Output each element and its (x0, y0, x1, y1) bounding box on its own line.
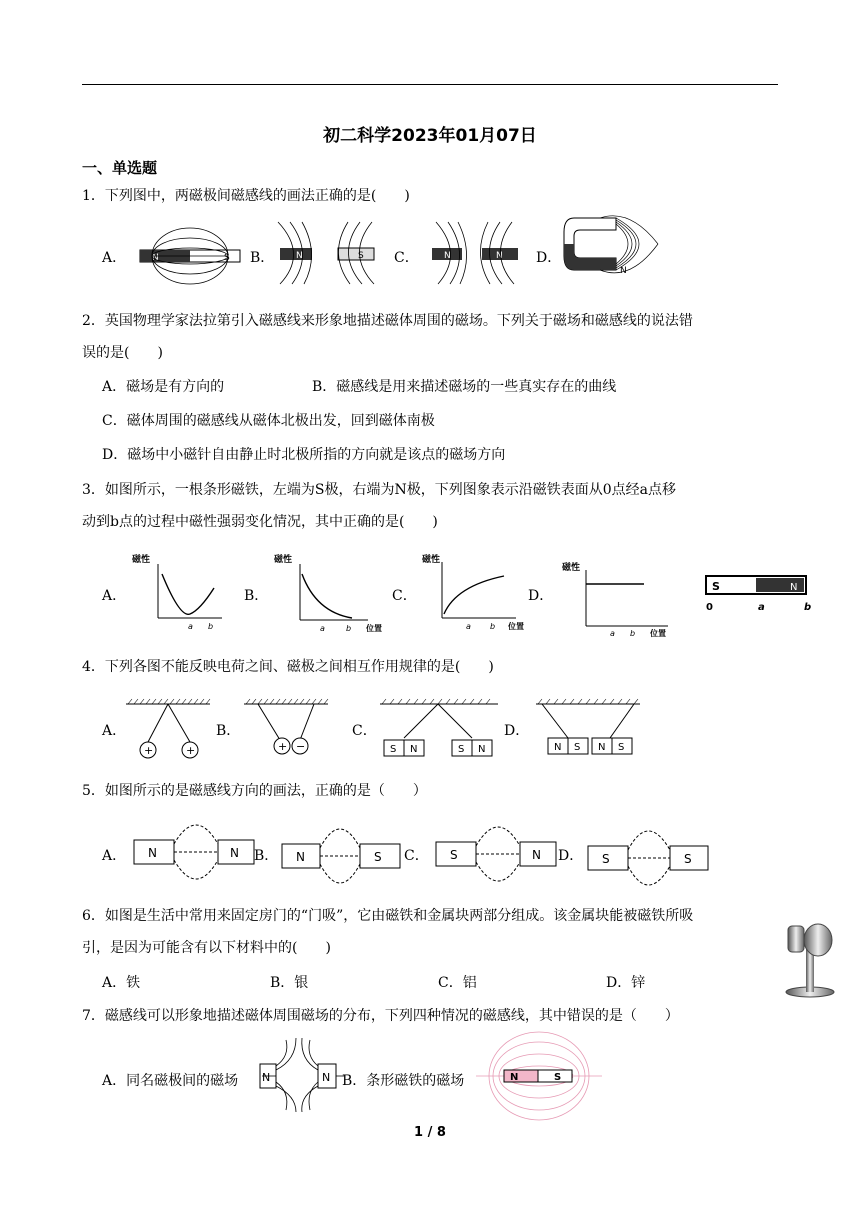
svg-text:+: + (278, 740, 288, 753)
door-stopper-image (778, 918, 838, 998)
q1-figure-d (560, 212, 664, 282)
q3-option-c-label: C． (392, 588, 417, 604)
q3-option-a-label: A． (102, 588, 127, 604)
svg-text:a: a (466, 622, 471, 630)
svg-text:位置: 位置 (650, 629, 666, 638)
q6-option-d: D．锌 (606, 975, 646, 991)
svg-text:b: b (490, 622, 496, 630)
q4-option-b-label: B． (216, 723, 241, 739)
svg-text:N: N (296, 850, 305, 864)
question-2-stem-line1: 2．英国物理学家法拉第引入磁感线来形象地描述磁体周围的磁场。下列关于磁场和磁感线的说法错 (82, 313, 693, 329)
svg-text:S: S (574, 742, 581, 753)
q5-figure-a (130, 812, 260, 890)
question-7-stem: 7．磁感线可以形象地描述磁体周围磁场的分布，下列四种情况的磁感线，其中错误的是（ ） (82, 1008, 679, 1024)
svg-text:S: S (458, 744, 465, 755)
q4-figure-c (372, 694, 502, 762)
svg-text:b: b (804, 602, 812, 613)
q1-figure-a (120, 222, 252, 290)
page-number: 1 / 8 (414, 1125, 446, 1140)
question-6-stem-line1: 6．如图是生活中常用来固定房门的“门吸”，它由磁铁和金属块两部分组成。该金属块能被磁铁所吸 (82, 908, 694, 924)
svg-text:N: N (230, 846, 239, 860)
svg-text:S: S (390, 744, 397, 755)
q3-graph-b (272, 552, 392, 632)
svg-text:+: + (144, 744, 154, 757)
svg-text:磁性: 磁性 (422, 555, 441, 565)
svg-text:N: N (262, 1071, 271, 1084)
svg-text:磁性: 磁性 (274, 555, 293, 565)
q6-option-c: C．铝 (438, 975, 477, 991)
q1-figure-c (412, 218, 532, 286)
q4-figure-a (120, 694, 216, 762)
q5-option-c-label: C． (404, 848, 429, 864)
svg-text:磁性: 磁性 (132, 555, 151, 565)
svg-text:b: b (346, 624, 352, 632)
svg-text:S: S (358, 251, 364, 261)
q4-option-c-label: C． (352, 723, 377, 739)
svg-text:a: a (610, 629, 615, 638)
q5-figure-d (586, 812, 712, 890)
q5-figure-b (280, 812, 404, 890)
svg-text:N: N (148, 846, 157, 860)
q4-figure-d (530, 694, 644, 762)
q3-bar-magnet (702, 572, 814, 616)
svg-text:N: N (620, 266, 627, 276)
svg-text:S: S (602, 852, 610, 866)
q2-option-c: C．磁体周围的磁感线从磁体北极出发，回到磁体南极 (102, 413, 435, 429)
q2-option-b: B．磁感线是用来描述磁场的一些真实存在的曲线 (312, 379, 617, 395)
svg-text:N: N (322, 1071, 331, 1084)
q2-option-a: A．磁场是有方向的 (102, 379, 225, 395)
svg-text:N: N (296, 251, 303, 261)
q5-option-d-label: D． (558, 848, 584, 864)
q7-option-a: A．同名磁极间的磁场 (102, 1073, 239, 1089)
q1-option-d-label: D． (536, 250, 562, 266)
q5-option-a-label: A． (102, 848, 127, 864)
svg-text:N: N (496, 251, 503, 261)
q3-graph-d (556, 556, 680, 638)
q6-option-b: B．银 (270, 975, 309, 991)
question-3-stem-line1: 3．如图所示，一根条形磁铁，左端为S极，右端为N极，下列图象表示沿磁铁表面从0点经a点移 (82, 482, 676, 498)
svg-text:N: N (410, 744, 418, 755)
question-2-stem-line2: 误的是( ) (82, 345, 163, 361)
q6-option-a: A．铁 (102, 975, 141, 991)
q4-figure-b (238, 694, 334, 762)
q1-a-pole-n: N (152, 253, 159, 263)
q7-figure-a (256, 1036, 346, 1112)
svg-text:N: N (510, 1072, 519, 1083)
q7-figure-b (474, 1030, 604, 1122)
q7-option-b: B．条形磁铁的磁场 (342, 1073, 465, 1089)
svg-text:S: S (618, 742, 625, 753)
q3-graph-a (130, 552, 230, 632)
q3-graph-c (420, 550, 530, 630)
svg-text:+: + (186, 744, 196, 757)
svg-text:S: S (374, 850, 382, 864)
question-5-stem: 5．如图所示的是磁感线方向的画法，正确的是（ ） (82, 783, 427, 799)
svg-text:N: N (444, 251, 451, 261)
svg-text:S: S (712, 580, 720, 593)
q1-option-a-label: A． (102, 250, 127, 266)
q1-figure-b (268, 218, 388, 286)
svg-text:S: S (554, 1072, 562, 1083)
svg-text:位置: 位置 (508, 622, 524, 630)
page-title: 初二科学2023年01月07日 (323, 126, 537, 146)
svg-text:S: S (450, 848, 458, 862)
q3-option-d-label: D． (528, 588, 554, 604)
q1-option-b-label: B． (250, 250, 275, 266)
svg-text:N: N (532, 848, 541, 862)
q4-option-d-label: D． (504, 723, 530, 739)
q5-option-b-label: B． (254, 848, 279, 864)
section-heading: 一、单选题 (82, 159, 158, 177)
question-3-stem-line2: 动到b点的过程中磁性强弱变化情况，其中正确的是( ) (82, 514, 438, 530)
q2-option-d: D．磁场中小磁针自由静止时北极所指的方向就是该点的磁场方向 (102, 447, 506, 463)
svg-text:磁性: 磁性 (562, 563, 581, 573)
svg-text:S: S (684, 852, 692, 866)
svg-text:a: a (758, 602, 765, 613)
q4-option-a-label: A． (102, 723, 127, 739)
question-1-stem: 1．下列图中，两磁极间磁感线的画法正确的是( ) (82, 188, 410, 204)
svg-text:N: N (478, 744, 486, 755)
svg-text:N: N (554, 742, 562, 753)
svg-text:N: N (790, 582, 798, 593)
svg-text:−: − (296, 740, 306, 753)
header-rule (82, 84, 778, 85)
q1-option-c-label: C． (394, 250, 419, 266)
svg-text:b: b (630, 629, 636, 638)
svg-text:位置: 位置 (366, 624, 382, 632)
svg-text:a: a (320, 624, 325, 632)
question-6-stem-line2: 引，是因为可能含有以下材料中的( ) (82, 940, 331, 956)
q1-a-pole-s: S (224, 253, 230, 263)
svg-text:a: a (188, 622, 193, 631)
svg-text:0: 0 (706, 602, 713, 613)
svg-text:b: b (208, 622, 214, 631)
q3-option-b-label: B． (244, 588, 269, 604)
question-4-stem: 4．下列各图不能反映电荷之间、磁极之间相互作用规律的是( ) (82, 659, 494, 675)
svg-text:N: N (598, 742, 606, 753)
q5-figure-c (432, 812, 560, 890)
